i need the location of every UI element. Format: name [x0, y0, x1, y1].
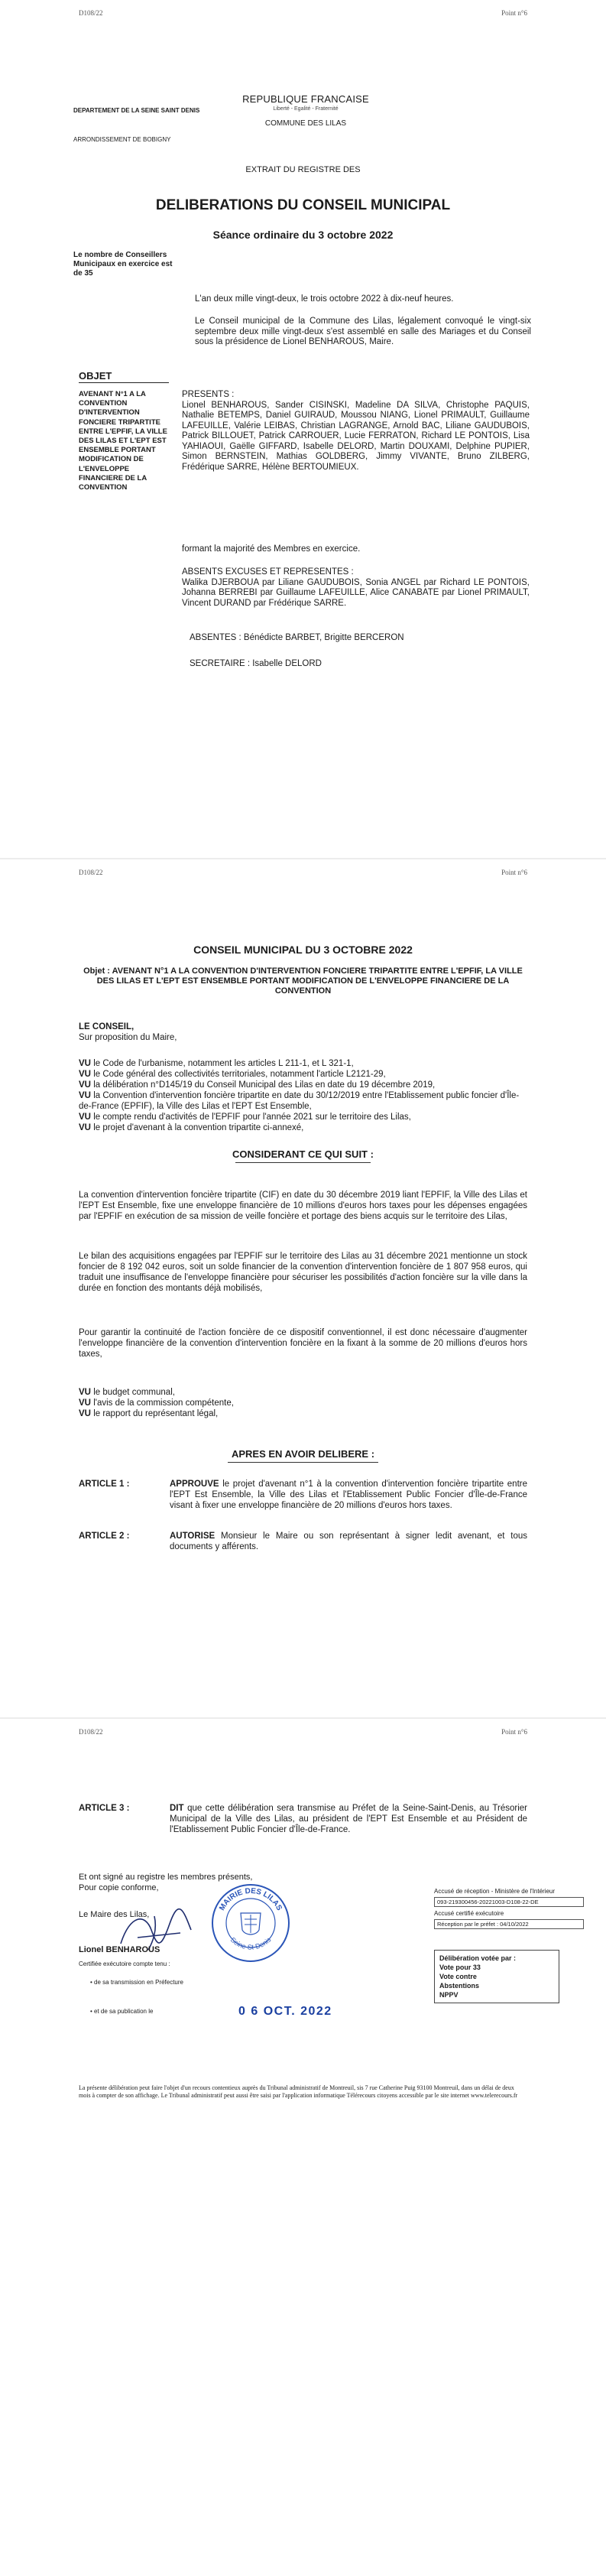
- vote-line: Abstentions: [439, 1982, 480, 1990]
- considerant-para-1: La convention d'intervention foncière tripartite (CIF) en date du 30 décembre 2019 liant l'EPFIF, la Ville des Lilas et l'EPT Est Ensemble, fixe une enveloppe financière de 10 millions d'euros hors taxes pour les dépenses engagées par l'EPFIF en exécution de sa mission de veille foncière et portage des biens acquis sur le territoire des Lilas,: [79, 1191, 527, 1221]
- vu-item: VU le rapport du représentant légal,: [79, 1409, 219, 1418]
- devise-text: Liberté - Egalité - Fraternité: [273, 106, 339, 112]
- point-number: Point n°6: [501, 9, 527, 17]
- vu-item: VU le projet d'avenant à la convention tripartite ci-annexé,: [79, 1123, 304, 1132]
- conseil-title: CONSEIL MUNICIPAL DU 3 OCTOBRE 2022: [193, 944, 413, 956]
- vu-item: VU la délibération n°D145/19 du Conseil Municipal des Lilas en date du 19 décembre 2019,: [79, 1080, 436, 1090]
- point-number: Point n°6: [501, 1728, 527, 1736]
- arrondissement-label: ARRONDISSEMENT DE BOBIGNY: [73, 136, 171, 143]
- accuse-reception-block: [434, 1888, 584, 1932]
- recours-notice: La présente délibération peut faire l'objet d'un recours contentieux auprès du Tribunal administratif de Montreuil, sis 7 rue Catherine Puig 93100 Montreuil, dans un délai de deux mois à compter de son affichage. Le Tribunal administratif peut aussi être saisi par l'application informatique Télérecours citoyens accessible par le site internet www.telerecours.fr: [79, 2084, 518, 2099]
- considerant-para-3: Pour garantir la continuité de l'action foncière de ce dispositif conventionnel, il est donc nécessaire d'augmenter l'enveloppe financière de la convention d'intervention foncière en la fixant à la somme de 20 millions d'euros hors taxes,: [79, 1328, 527, 1359]
- majorite-text: formant la majorité des Membres en exercice.: [182, 544, 361, 554]
- publication-date-stamp: 0 6 OCT. 2022: [238, 2005, 332, 2018]
- commune-name: COMMUNE DES LILAS: [264, 119, 347, 128]
- certifie-text: Certifiée exécutoire compte tenu :: [79, 1960, 170, 1967]
- vu-list-2: [79, 1387, 527, 1419]
- considerant-heading: CONSIDERANT CE QUI SUIT :: [232, 1148, 374, 1160]
- heading-divider: [235, 1162, 371, 1163]
- document-reference: D108/22: [79, 1728, 103, 1736]
- seance-title: Séance ordinaire du 3 octobre 2022: [212, 229, 394, 241]
- vote-box: [434, 1950, 559, 2003]
- vu-item: VU l'avis de la commission compétente,: [79, 1398, 234, 1408]
- considerant-para-2: Le bilan des acquisitions engagées par l'EPFIF sur le territoire des Lilas au 31 décembre 2021 mentionne un stock foncier de 8 192 042 euros, soit un solde financier de la convention d'intervention foncière de 1 807 958 euros, qui traduit une insuffisance de l'enveloppe financière pour sécuriser les possibilités d'action foncière sur la ville dans la durée en fonction des montants déjà mobilisés,: [79, 1252, 527, 1293]
- reception-prefet: Réception par le préfet : 04/10/2022: [434, 1919, 584, 1929]
- document-page-3: [0, 1719, 606, 2576]
- presents-section: [182, 390, 530, 473]
- vu-item: VU le Code de l'urbanisme, notamment les articles L 211-1, et L 321-1,: [79, 1059, 354, 1068]
- article-3-label: ARTICLE 3 :: [79, 1804, 130, 1813]
- document-reference: D108/22: [79, 9, 103, 17]
- article-2-label: ARTICLE 2 :: [79, 1532, 130, 1541]
- nombre-conseillers: Le nombre de Conseillers Municipaux en exercice est de 35: [73, 251, 173, 278]
- excuses-list: Walika DJERBOUA par Liliane GAUDUBOIS, Sonia ANGEL par Richard LE PONTOIS, Johanna BERREBI par Guillaume LAFEUILLE, Alice CANABATE par Lionel PRIMAULT, Vincent DURAND par Frédérique SARRE.: [182, 577, 530, 608]
- objet-divider: [79, 382, 169, 383]
- departement-label: DEPARTEMENT DE LA SEINE SAINT DENIS: [73, 107, 200, 114]
- vote-line: Vote contre: [439, 1973, 477, 1980]
- intro-convocation: Le Conseil municipal de la Commune des Lilas, légalement convoqué le vingt-six septembre deux mille vingt-deux s'est assemblé en salle des Mariages et du Conseil sous la présidence de Lionel BENHAROUS, Maire.: [195, 317, 531, 346]
- article-1-text: APPROUVE le projet d'avenant n°1 à la convention d'intervention foncière tripartite entre l'EPT Est Ensemble, la Ville des Lilas et l'Etablissement Public Foncier d'Île-de-France visant à fixer une enveloppe financière de 20 millions d'euros hors taxes.: [170, 1480, 527, 1510]
- intro-date: L'an deux mille vingt-deux, le trois octobre 2022 à dix-neuf heures.: [195, 294, 454, 304]
- point-number: Point n°6: [501, 869, 527, 876]
- le-conseil-label: LE CONSEIL,: [79, 1022, 134, 1031]
- vu-list: [79, 1058, 527, 1133]
- accuse-certifie: Accusé certifié exécutoire: [434, 1910, 504, 1917]
- vu-item: VU le compte rendu d'activités de l'EPFIF pour l'année 2021 sur le territoire des Lilas,: [79, 1113, 411, 1122]
- excuses-label: ABSENTS EXCUSES ET REPRESENTES :: [182, 567, 354, 577]
- deliberations-title: DELIBERATIONS DU CONSEIL MUNICIPAL: [155, 197, 451, 213]
- excuses-section: [182, 567, 530, 609]
- objet-text: AVENANT N°1 A LA CONVENTION D'INTERVENTION FONCIERE TRIPARTITE ENTRE L'EPFIF, LA VILLE DES LILAS ET L'EPT EST ENSEMBLE PORTANT MODIFICATION DE L'ENVELOPPE FINANCIERE DE LA CONVENTION: [79, 390, 167, 492]
- svg-text:Seine-St-Denis: [229, 1935, 273, 1951]
- document-page-1: [0, 0, 606, 858]
- article-1-label: ARTICLE 1 :: [79, 1480, 130, 1489]
- signe-line: Et ont signé au registre les membres présents,: [79, 1873, 253, 1882]
- maire-name: Lionel BENHAROUS: [79, 1945, 160, 1954]
- presents-label: PRESENTS :: [182, 390, 235, 399]
- vu-item: VU la Convention d'intervention foncière tripartite en date du 30/12/2019 entre l'Etablissement public foncier d'Île-de-France (EPFIF), la Ville des Lilas et l'EPT Est Ensemble,: [79, 1091, 520, 1111]
- heading-divider: [228, 1462, 378, 1463]
- republique-title: REPUBLIQUE FRANCAISE: [242, 93, 369, 105]
- absents-text: ABSENTES : Bénédicte BARBET, Brigitte BERCERON: [190, 633, 404, 642]
- article-3-text: DIT que cette délibération sera transmise au Préfet de la Seine-Saint-Denis, au Trésorier Municipal de la Ville des Lilas, au président de l'EPT Est Ensemble et au Président de l'Etablissement Public Foncier d'Île-de-France.: [170, 1804, 528, 1834]
- maire-label: Le Maire des Lilas,: [79, 1910, 150, 1919]
- svg-text:MAIRIE DES LILAS: [218, 1887, 284, 1912]
- objet-line: Objet : AVENANT N°1 A LA CONVENTION D'INTERVENTION FONCIERE TRIPARTITE ENTRE L'EPFIF, LA VILLE DES LILAS ET L'EPT EST ENSEMBLE PORTANT MODIFICATION DE L'ENVELOPPE FINANCIERE DE LA CONVENTION: [83, 966, 523, 996]
- objet-label: OBJET: [79, 370, 112, 382]
- preamble: [79, 1022, 527, 1043]
- copie-conforme: Pour copie conforme,: [79, 1883, 159, 1892]
- delibere-heading: APRES EN AVOIR DELIBERE :: [231, 1448, 375, 1460]
- vu-item: VU le budget communal,: [79, 1388, 175, 1397]
- vu-item: VU le Code général des collectivités territoriales, notamment l'article L2121-29,: [79, 1070, 386, 1079]
- vote-title: Délibération votée par :: [439, 1954, 517, 1962]
- bullet-publication: • et de sa publication le: [90, 2008, 154, 2015]
- vote-line: NPPV: [439, 1991, 459, 1999]
- article-2-text: AUTORISE Monsieur le Maire ou son représentant à signer ledit avenant, et tous documents y afférents.: [170, 1532, 528, 1551]
- proposition-text: Sur proposition du Maire,: [79, 1033, 177, 1042]
- accuse-id: 093-219300456-20221003-D108-22-DE: [434, 1897, 584, 1907]
- official-seal-icon: [210, 1882, 291, 1964]
- seal-top-text: MAIRIE DES LILAS: [218, 1886, 284, 1912]
- accuse-label: Accusé de réception - Ministère de l'Intérieur: [434, 1888, 556, 1895]
- document-page-2: [0, 859, 606, 1717]
- vote-line: Vote pour 33: [439, 1964, 481, 1971]
- presents-list: Lionel BENHAROUS, Sander CISINSKI, Madeline DA SILVA, Christophe PAQUIS, Nathalie BETEMPS, Daniel GUIRAUD, Moussou NIANG, Lionel PRIMAULT, Guillaume LAFEUILLE, Valérie LEIBAS, Christian LAGRANGE, Arnold BAC, Liliane GAUDUBOIS, Patrick BILLOUET, Patrick CARROUER, Lucie FERRATON, Richard LE PONTOIS, Lisa YAHIAOUI, Gaëlle GIFFARD, Isabelle DELORD, Martin DOUXAMI, Delphine PUPIER, Simon BERNSTEIN, Mathias GOLDBERG, Jimmy VIVANTE, Bruno ZILBERG, Frédérique SARRE, Hélène BERTOUMIEUX.: [182, 400, 530, 472]
- republic-heading: [199, 93, 413, 128]
- extrait-label: EXTRAIT DU REGISTRE DES: [245, 165, 361, 174]
- document-reference: D108/22: [79, 869, 103, 876]
- seal-bottom-text: Seine-St-Denis: [228, 1935, 273, 1951]
- bullet-transmission: • de sa transmission en Préfecture: [90, 1979, 183, 1986]
- secretaire-text: SECRETAIRE : Isabelle DELORD: [190, 659, 322, 668]
